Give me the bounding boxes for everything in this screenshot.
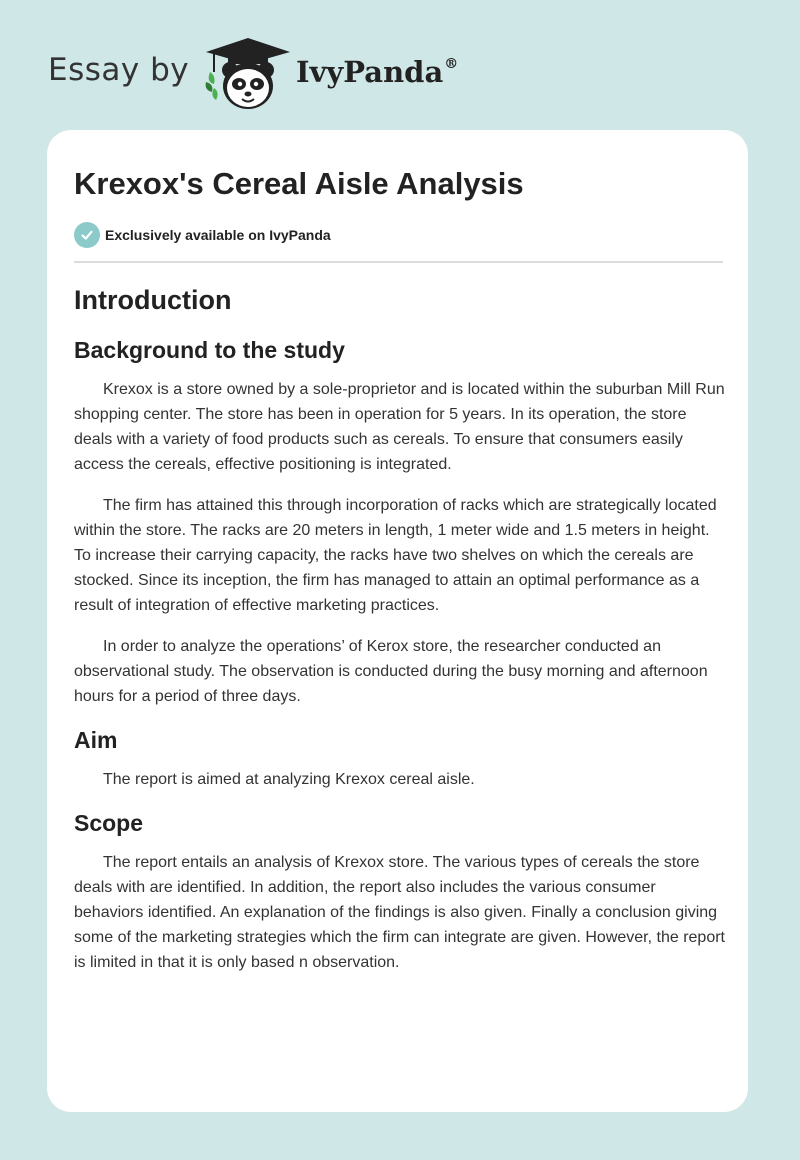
check-icon (74, 222, 100, 248)
paragraph: Krexox is a store owned by a sole-proprietor and is located within the suburban Mill Run shopping center. The store has been in operation for 5 years. In its operation, the store deals with a variety of food products such as cereals. To ensure that consumers easily access the cereals, effective positioning is integrated. (74, 381, 725, 473)
panda-logo-icon[interactable] (202, 36, 294, 112)
exclusive-badge (74, 222, 331, 248)
site-header (0, 0, 800, 130)
section-aim (74, 725, 725, 792)
heading-aim: Aim (74, 727, 118, 753)
heading-scope: Scope (74, 810, 144, 836)
essay-card (47, 130, 748, 1112)
essay-by-label: Essay by (48, 52, 190, 88)
paragraph: The firm has attained this through incorporation of racks which are strategically located within the store. The racks are 20 meters in length, 1 meter wide and 1.5 meters in height. To increase their carrying capacity, the racks have two shelves on which the cereals are stocked. Since its inception, the firm has managed to attain an optimal performance as a result of integration of effective marketing practices. (74, 497, 717, 614)
brand-text: IvyPanda (296, 55, 444, 89)
badge-label: Exclusively available on IvyPanda (105, 227, 331, 243)
heading-background: Background to the study (74, 337, 345, 363)
essay-content (74, 282, 725, 991)
divider (74, 261, 723, 263)
page-title: Krexox's Cereal Aisle Analysis (74, 166, 524, 201)
registered-mark: ® (444, 56, 459, 72)
section-scope (74, 808, 725, 975)
paragraph: The report entails an analysis of Krexox store. The various types of cereals the store deals with are identified. In addition, the report also includes the various consumer behaviors identified. An explanation of the findings is also given. Finally a conclusion giving some of the marketing strategies which the firm can integrate are given. However, the report is limited in that it is only based n observation. (74, 854, 725, 971)
brand-name[interactable] (296, 55, 458, 89)
paragraph: The report is aimed at analyzing Krexox cereal aisle. (103, 771, 475, 788)
paragraph: In order to analyze the operations’ of Kerox store, the researcher conducted an observational study. The observation is conducted during the busy morning and afternoon hours for a period of three days. (74, 638, 708, 705)
section-background (74, 335, 725, 709)
heading-introduction: Introduction (74, 285, 232, 315)
